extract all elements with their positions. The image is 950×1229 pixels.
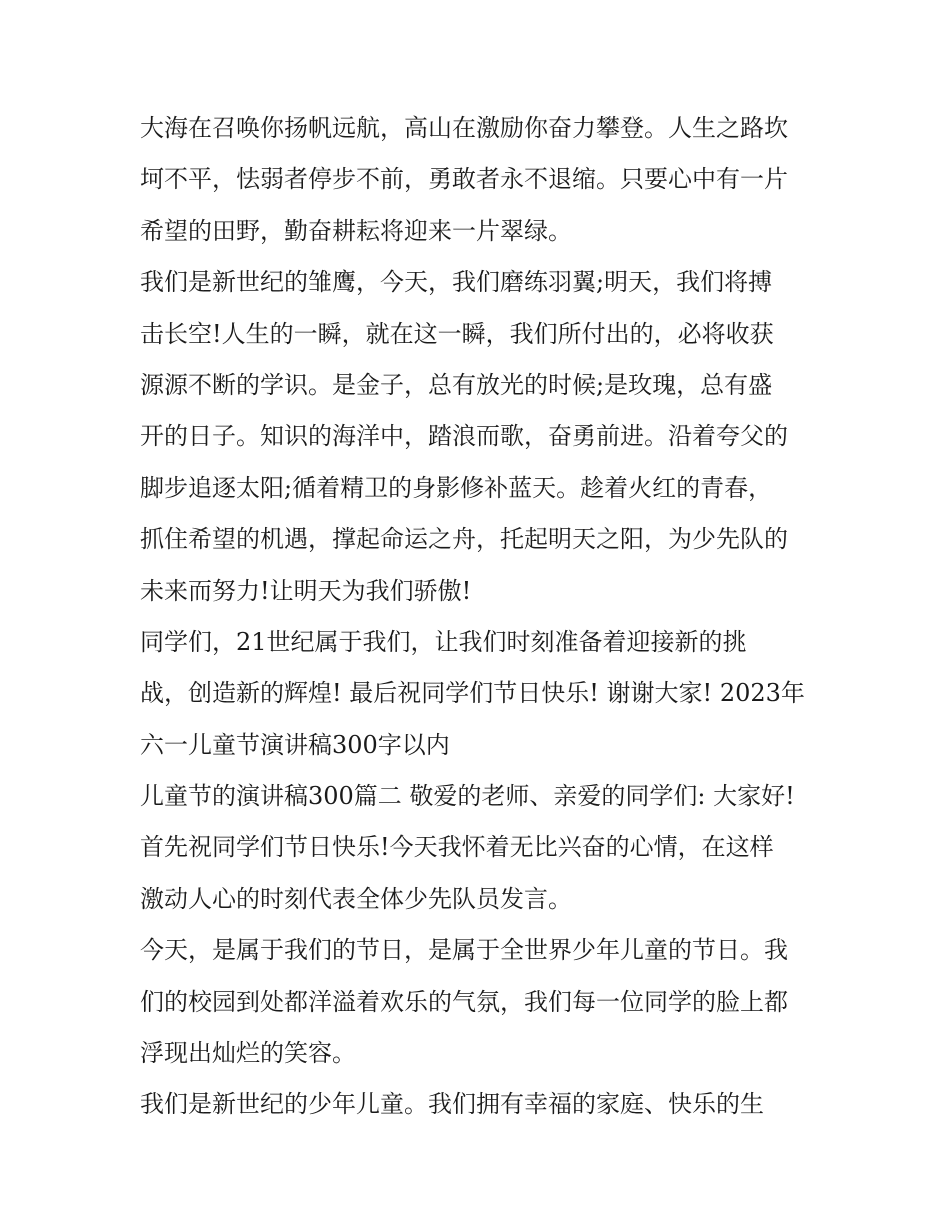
text-line: 脚步追逐太阳;循着精卫的身影修补蓝天。趁着火红的青春，: [140, 473, 773, 502]
document-body: [140, 103, 815, 1131]
text-line: 同学们，21世纪属于我们，让我们时刻准备着迎接新的挑: [140, 627, 747, 656]
text-line: 今天，是属于我们的节日，是属于全世界少年儿童的节日。我: [140, 936, 788, 965]
text-line: 源源不断的学识。是金子，总有放光的时候;是玫瑰，总有盛: [140, 370, 773, 399]
text-line: 开的日子。知识的海洋中，踏浪而歌，奋勇前进。沿着夸父的: [140, 422, 788, 451]
text-line: 抓住希望的机遇，撑起命运之舟，托起明天之阳，为少先队的: [140, 525, 788, 554]
text-line: 我们是新世纪的少年儿童。我们拥有幸福的家庭、快乐的生: [140, 1090, 764, 1119]
text-line: 六一儿童节演讲稿300字以内: [140, 730, 450, 759]
text-line: 儿童节的演讲稿300篇二 敬爱的老师、亲爱的同学们: 大家好!: [140, 782, 795, 811]
text-line: 浮现出灿烂的笑容。: [140, 1039, 356, 1068]
text-line: 战，创造新的辉煌! 最后祝同学们节日快乐! 谢谢大家! 2023年: [140, 679, 805, 708]
text-line: 未来而努力!让明天为我们骄傲!: [140, 576, 472, 605]
text-line: 首先祝同学们节日快乐!今天我怀着无比兴奋的心情，在这样: [140, 833, 774, 862]
text-line: 们的校园到处都洋溢着欢乐的气氛，我们每一位同学的脸上都: [140, 987, 788, 1016]
text-line: 击长空!人生的一瞬，就在这一瞬，我们所付出的，必将收获: [140, 319, 774, 348]
text-line: 我们是新世纪的雏鹰，今天，我们磨练羽翼;明天，我们将搏: [140, 268, 773, 297]
text-line: 激动人心的时刻代表全体少先队员发言。: [140, 884, 572, 913]
text-line: 希望的田野，勤奋耕耘将迎来一片翠绿。: [140, 216, 572, 245]
text-line: 坷不平，怯弱者停步不前，勇敢者永不退缩。只要心中有一片: [140, 165, 788, 194]
text-line: 大海在召唤你扬帆远航，高山在激励你奋力攀登。人生之路坎: [140, 114, 788, 142]
